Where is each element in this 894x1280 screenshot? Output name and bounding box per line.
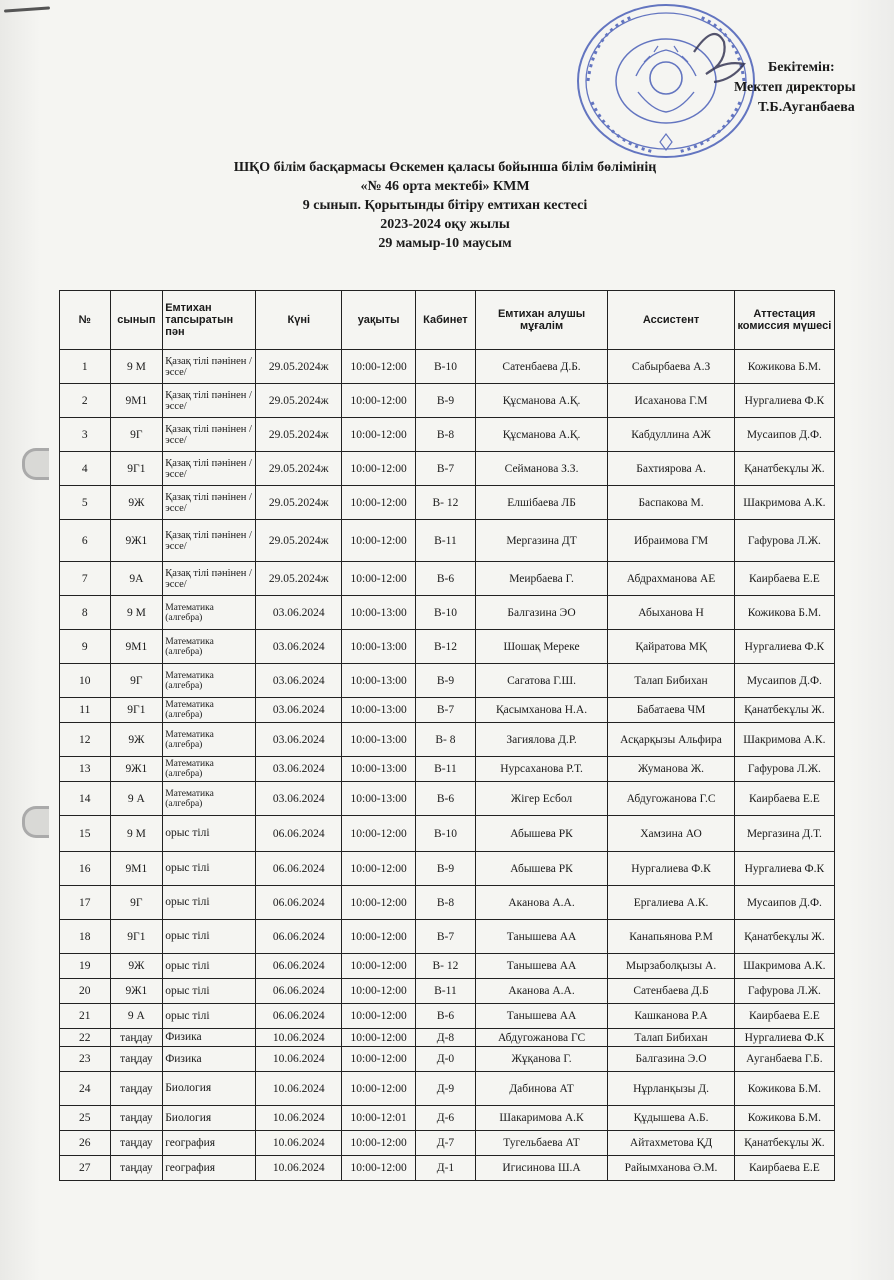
punch-hole-top [22,448,49,480]
table-row [60,596,835,630]
date-cell: 29.05.2024ж [256,486,342,520]
subject-cell: орыс тілі [163,979,256,1004]
date-cell: 29.05.2024ж [256,562,342,596]
time-cell: 10:00-12:00 [342,920,416,954]
date-cell: 06.06.2024 [256,954,342,979]
examiner-cell: Балгазина ЭО [475,596,608,630]
room-cell: В-7 [416,920,476,954]
examiner-cell: Сейманова З.З. [475,452,608,486]
time-cell: 10:00-12:00 [342,1131,416,1156]
examiner-cell: Абдугожанова ГС [475,1029,608,1047]
date-cell: 10.06.2024 [256,1106,342,1131]
subject-cell: Қазақ тілі пәнінен /эссе/ [163,350,256,384]
examiner-cell: Тугельбаева АТ [475,1131,608,1156]
examiner-cell: Құсманова А.Қ. [475,384,608,418]
class-cell: 9М1 [110,630,163,664]
assistant-cell: Баспакова М. [608,486,734,520]
time-cell: 10:00-12:01 [342,1106,416,1131]
date-cell: 03.06.2024 [256,596,342,630]
date-cell: 29.05.2024ж [256,350,342,384]
class-cell: 9Г [110,886,163,920]
row-number: 14 [60,782,111,816]
commission-cell: Нургалиева Ф.К [734,1029,834,1047]
room-cell: В- 8 [416,723,476,757]
room-cell: В- 12 [416,954,476,979]
class-cell: 9М1 [110,384,163,418]
date-cell: 06.06.2024 [256,1004,342,1029]
date-cell: 06.06.2024 [256,979,342,1004]
row-number: 19 [60,954,111,979]
examiner-cell: Игисинова Ш.А [475,1156,608,1181]
row-number: 21 [60,1004,111,1029]
commission-cell: Шакримова А.К. [734,723,834,757]
date-cell: 03.06.2024 [256,698,342,723]
commission-cell: Гафурова Л.Ж. [734,520,834,562]
class-cell: 9Ж1 [110,979,163,1004]
row-number: 22 [60,1029,111,1047]
assistant-cell: Сатенбаева Д.Б [608,979,734,1004]
examiner-cell: Қасымханова Н.А. [475,698,608,723]
time-cell: 10:00-12:00 [342,350,416,384]
time-cell: 10:00-13:00 [342,723,416,757]
title-line-3: 9 сынып. Қорытынды бітіру емтихан кестесі [302,198,588,213]
subject-cell: Математика (алгебра) [163,698,256,723]
date-cell: 03.06.2024 [256,630,342,664]
time-cell: 10:00-12:00 [342,1072,416,1106]
subject-cell: география [163,1156,256,1181]
time-cell: 10:00-13:00 [342,664,416,698]
class-cell: 9А [110,562,163,596]
examiner-cell: Загиялова Д.Р. [475,723,608,757]
examiner-cell: Елшібаева ЛБ [475,486,608,520]
table-row [60,1072,835,1106]
table-row [60,979,835,1004]
table-row [60,723,835,757]
assistant-cell: Мырзаболқызы А. [608,954,734,979]
class-cell: 9Г1 [110,920,163,954]
date-cell: 29.05.2024ж [256,418,342,452]
row-number: 1 [60,350,111,384]
examiner-cell: Аканова А.А. [475,886,608,920]
table-row [60,886,835,920]
class-cell: 9Ж [110,486,163,520]
time-cell: 10:00-12:00 [342,886,416,920]
table-row [60,698,835,723]
assistant-cell: Абыханова Н [608,596,734,630]
commission-cell: Гафурова Л.Ж. [734,757,834,782]
row-number: 9 [60,630,111,664]
room-cell: В-6 [416,1004,476,1029]
subject-cell: Қазақ тілі пәнінен /эссе/ [163,486,256,520]
time-cell: 10:00-13:00 [342,782,416,816]
row-number: 6 [60,520,111,562]
examiner-cell: Нурсаханова Р.Т. [475,757,608,782]
commission-cell: Нургалиева Ф.К [734,384,834,418]
class-cell: 9Ж1 [110,757,163,782]
row-number: 7 [60,562,111,596]
commission-cell: Каирбаева Е.Е [734,1004,834,1029]
table-row [60,1029,835,1047]
title-line-4: 2023-2024 оқу жылы [380,217,510,232]
commission-cell: Кожикова Б.М. [734,596,834,630]
subject-cell: Математика (алгебра) [163,723,256,757]
subject-cell: Қазақ тілі пәнінен /эссе/ [163,520,256,562]
row-number: 12 [60,723,111,757]
assistant-cell: Ергалиева А.К. [608,886,734,920]
class-cell: 9М1 [110,852,163,886]
approval-name: Т.Б.Ауганбаева [758,100,855,115]
date-cell: 10.06.2024 [256,1047,342,1072]
row-number: 18 [60,920,111,954]
subject-cell: Қазақ тілі пәнінен /эссе/ [163,562,256,596]
date-cell: 10.06.2024 [256,1156,342,1181]
examiner-cell: Танышева АА [475,1004,608,1029]
subject-cell: география [163,1131,256,1156]
commission-cell: Қанатбекұлы Ж. [734,1131,834,1156]
time-cell: 10:00-12:00 [342,1047,416,1072]
room-cell: В- 12 [416,486,476,520]
row-number: 8 [60,596,111,630]
assistant-cell: Хамзина АО [608,816,734,852]
date-cell: 06.06.2024 [256,920,342,954]
commission-cell: Гафурова Л.Ж. [734,979,834,1004]
time-cell: 10:00-13:00 [342,757,416,782]
subject-cell: Қазақ тілі пәнінен /эссе/ [163,418,256,452]
assistant-cell: Бабатаева ЧМ [608,698,734,723]
room-cell: В-10 [416,816,476,852]
date-cell: 10.06.2024 [256,1072,342,1106]
date-cell: 10.06.2024 [256,1029,342,1047]
assistant-cell: Айтахметова ҚД [608,1131,734,1156]
time-cell: 10:00-13:00 [342,596,416,630]
class-cell: 9 М [110,596,163,630]
examiner-cell: Құсманова А.Қ. [475,418,608,452]
examiner-cell: Меирбаева Г. [475,562,608,596]
row-number: 2 [60,384,111,418]
date-cell: 29.05.2024ж [256,452,342,486]
room-cell: В-6 [416,782,476,816]
examiner-cell: Шошақ Мереке [475,630,608,664]
room-cell: В-9 [416,384,476,418]
row-number: 25 [60,1106,111,1131]
row-number: 10 [60,664,111,698]
room-cell: Д-8 [416,1029,476,1047]
commission-cell: Нургалиева Ф.К [734,852,834,886]
punch-hole-bottom [22,806,49,838]
subject-cell: Математика (алгебра) [163,782,256,816]
row-number: 16 [60,852,111,886]
assistant-cell: Сабырбаева А.З [608,350,734,384]
assistant-cell: Жуманова Ж. [608,757,734,782]
assistant-cell: Кашканова Р.А [608,1004,734,1029]
class-cell: 9Г [110,664,163,698]
title-line-5: 29 мамыр-10 маусым [378,236,512,251]
assistant-cell: Талап Бибихан [608,664,734,698]
col-header-examiner: Емтихан алушы мұғалім [475,291,608,350]
subject-cell: Математика (алгебра) [163,757,256,782]
col-header-room: Кабинет [416,291,476,350]
room-cell: В-9 [416,852,476,886]
time-cell: 10:00-12:00 [342,520,416,562]
table-row [60,630,835,664]
subject-cell: Математика (алгебра) [163,630,256,664]
commission-cell: Шакримова А.К. [734,486,834,520]
table-row [60,520,835,562]
class-cell: 9Ж1 [110,520,163,562]
row-number: 23 [60,1047,111,1072]
table-row [60,954,835,979]
room-cell: В-6 [416,562,476,596]
assistant-cell: Қайратова МҚ [608,630,734,664]
date-cell: 06.06.2024 [256,816,342,852]
class-cell: таңдау [110,1131,163,1156]
class-cell: таңдау [110,1072,163,1106]
row-number: 20 [60,979,111,1004]
approval-block [730,58,880,118]
class-cell: 9Ж [110,723,163,757]
subject-cell: орыс тілі [163,954,256,979]
subject-cell: Биология [163,1106,256,1131]
class-cell: таңдау [110,1156,163,1181]
examiner-cell: Мергазина ДТ [475,520,608,562]
document-title [150,158,740,253]
table-row [60,452,835,486]
examiner-cell: Танышева АА [475,954,608,979]
table-row [60,1106,835,1131]
time-cell: 10:00-13:00 [342,698,416,723]
commission-cell: Кожикова Б.М. [734,1106,834,1131]
col-header-date: Күні [256,291,342,350]
subject-cell: орыс тілі [163,816,256,852]
row-number: 5 [60,486,111,520]
examiner-cell: Жұқанова Г. [475,1047,608,1072]
table-row [60,1047,835,1072]
room-cell: Д-9 [416,1072,476,1106]
approval-position: Мектеп директоры [734,80,856,95]
room-cell: В-12 [416,630,476,664]
table-row [60,1004,835,1029]
time-cell: 10:00-12:00 [342,1004,416,1029]
table-row [60,852,835,886]
assistant-cell: Бахтиярова А. [608,452,734,486]
room-cell: В-8 [416,886,476,920]
room-cell: Д-6 [416,1106,476,1131]
row-number: 3 [60,418,111,452]
room-cell: В-11 [416,979,476,1004]
commission-cell: Каирбаева Е.Е [734,782,834,816]
assistant-cell: Нұрланқызы Д. [608,1072,734,1106]
subject-cell: Қазақ тілі пәнінен /эссе/ [163,384,256,418]
examiner-cell: Сатенбаева Д.Б. [475,350,608,384]
table-row [60,816,835,852]
date-cell: 29.05.2024ж [256,384,342,418]
row-number: 11 [60,698,111,723]
commission-cell: Қанатбекұлы Ж. [734,452,834,486]
room-cell: В-7 [416,698,476,723]
examiner-cell: Дабинова АТ [475,1072,608,1106]
col-header-commission: Аттестация комиссия мүшесі [734,291,834,350]
subject-cell: Физика [163,1047,256,1072]
commission-cell: Каирбаева Е.Е [734,1156,834,1181]
commission-cell: Шакримова А.К. [734,954,834,979]
title-line-2: «№ 46 орта мектебі» КММ [360,179,530,194]
row-number: 24 [60,1072,111,1106]
col-header-subject: Емтихан тапсыратын пән [163,291,256,350]
time-cell: 10:00-12:00 [342,486,416,520]
examiner-cell: Танышева АА [475,920,608,954]
examiner-cell: Абышева РК [475,852,608,886]
time-cell: 10:00-12:00 [342,852,416,886]
commission-cell: Қанатбекұлы Ж. [734,920,834,954]
class-cell: 9Г1 [110,452,163,486]
time-cell: 10:00-13:00 [342,630,416,664]
room-cell: В-9 [416,664,476,698]
date-cell: 06.06.2024 [256,886,342,920]
exam-schedule-table [59,290,835,1181]
row-number: 15 [60,816,111,852]
table-row [60,1156,835,1181]
room-cell: В-7 [416,452,476,486]
room-cell: В-8 [416,418,476,452]
examiner-cell: Сагатова Г.Ш. [475,664,608,698]
assistant-cell: Абдугожанова Г.С [608,782,734,816]
assistant-cell: Құдышева А.Б. [608,1106,734,1131]
table-row [60,486,835,520]
table-row [60,418,835,452]
commission-cell: Кожикова Б.М. [734,1072,834,1106]
assistant-cell: Балгазина Э.О [608,1047,734,1072]
class-cell: 9 А [110,782,163,816]
subject-cell: орыс тілі [163,852,256,886]
subject-cell: орыс тілі [163,886,256,920]
room-cell: В-10 [416,350,476,384]
date-cell: 03.06.2024 [256,664,342,698]
table-header-row [60,291,835,350]
subject-cell: орыс тілі [163,920,256,954]
time-cell: 10:00-12:00 [342,954,416,979]
commission-cell: Мусаипов Д.Ф. [734,418,834,452]
examiner-cell: Абышева РК [475,816,608,852]
commission-cell: Кожикова Б.М. [734,350,834,384]
room-cell: В-11 [416,757,476,782]
class-cell: 9 М [110,350,163,384]
date-cell: 03.06.2024 [256,757,342,782]
approval-heading: Бекітемін: [768,60,835,75]
row-number: 27 [60,1156,111,1181]
class-cell: 9Г1 [110,698,163,723]
room-cell: В-10 [416,596,476,630]
time-cell: 10:00-12:00 [342,816,416,852]
date-cell: 29.05.2024ж [256,520,342,562]
assistant-cell: Талап Бибихан [608,1029,734,1047]
date-cell: 06.06.2024 [256,852,342,886]
commission-cell: Мергазина Д.Т. [734,816,834,852]
assistant-cell: Асқарқызы Альфира [608,723,734,757]
row-number: 4 [60,452,111,486]
table-row [60,562,835,596]
time-cell: 10:00-12:00 [342,979,416,1004]
time-cell: 10:00-12:00 [342,384,416,418]
col-header-time: уақыты [342,291,416,350]
examiner-cell: Жігер Есбол [475,782,608,816]
subject-cell: Қазақ тілі пәнінен /эссе/ [163,452,256,486]
table-row [60,757,835,782]
room-cell: Д-7 [416,1131,476,1156]
table-row [60,782,835,816]
time-cell: 10:00-12:00 [342,418,416,452]
table-row [60,664,835,698]
commission-cell: Қанатбекұлы Ж. [734,698,834,723]
subject-cell: Физика [163,1029,256,1047]
row-number: 13 [60,757,111,782]
time-cell: 10:00-12:00 [342,1156,416,1181]
assistant-cell: Абдрахманова АЕ [608,562,734,596]
commission-cell: Мусаипов Д.Ф. [734,886,834,920]
commission-cell: Мусаипов Д.Ф. [734,664,834,698]
table-row [60,920,835,954]
assistant-cell: Исаханова Г.М [608,384,734,418]
assistant-cell: Канапьянова Р.М [608,920,734,954]
col-header-assistant: Ассистент [608,291,734,350]
class-cell: 9 М [110,816,163,852]
assistant-cell: Ибраимова ГМ [608,520,734,562]
class-cell: 9 А [110,1004,163,1029]
table-row [60,384,835,418]
class-cell: таңдау [110,1106,163,1131]
date-cell: 03.06.2024 [256,782,342,816]
table-row [60,1131,835,1156]
subject-cell: Математика (алгебра) [163,596,256,630]
class-cell: таңдау [110,1029,163,1047]
class-cell: 9Г [110,418,163,452]
date-cell: 10.06.2024 [256,1131,342,1156]
room-cell: В-11 [416,520,476,562]
commission-cell: Ауганбаева Г.Б. [734,1047,834,1072]
table-row [60,350,835,384]
row-number: 17 [60,886,111,920]
subject-cell: Математика (алгебра) [163,664,256,698]
assistant-cell: Нургалиева Ф.К [608,852,734,886]
time-cell: 10:00-12:00 [342,452,416,486]
title-line-1: ШҚО білім басқармасы Өскемен қаласы бойынша білім бөлімінің [233,160,657,175]
examiner-cell: Аканова А.А. [475,979,608,1004]
assistant-cell: Райымханова Ә.М. [608,1156,734,1181]
subject-cell: Биология [163,1072,256,1106]
class-cell: 9Ж [110,954,163,979]
col-header-class: сынып [110,291,163,350]
commission-cell: Каирбаева Е.Е [734,562,834,596]
col-header-number: № [60,291,111,350]
examiner-cell: Шакаримова А.К [475,1106,608,1131]
time-cell: 10:00-12:00 [342,1029,416,1047]
room-cell: Д-1 [416,1156,476,1181]
row-number: 26 [60,1131,111,1156]
commission-cell: Нургалиева Ф.К [734,630,834,664]
assistant-cell: Кабдуллина АЖ [608,418,734,452]
time-cell: 10:00-12:00 [342,562,416,596]
date-cell: 03.06.2024 [256,723,342,757]
class-cell: таңдау [110,1047,163,1072]
subject-cell: орыс тілі [163,1004,256,1029]
room-cell: Д-0 [416,1047,476,1072]
